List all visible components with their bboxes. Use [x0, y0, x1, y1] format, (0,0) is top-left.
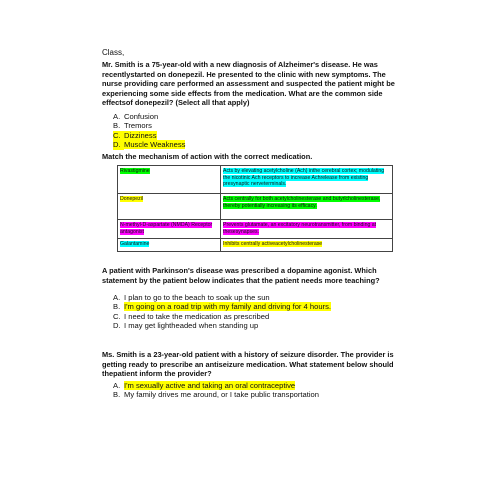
option-letter: B. — [113, 390, 121, 400]
question-4-text: Ms. Smith is a 23-year-old patient with a history of seizure disorder. The provider is getting ready to prescribe an antiseizure medication. What statement below should thepatient inform the provider? — [102, 350, 394, 379]
question-2-text: Match the mechanism of action with the correct medication. — [102, 152, 313, 161]
option-letter: C. — [113, 131, 124, 140]
option-letter: A. — [113, 112, 121, 121]
option-letter: B. — [113, 121, 121, 131]
table-row — [118, 194, 393, 220]
option-item — [113, 121, 185, 130]
table-row — [118, 166, 393, 194]
option-item — [113, 321, 331, 330]
option-letter: D. — [113, 140, 124, 149]
mechanism-cell — [221, 220, 393, 239]
option-text-highlighted: I'm sexually active and taking an oral contraceptive — [124, 381, 296, 390]
mechanism-cell — [221, 239, 393, 252]
option-text: Tremors — [124, 121, 152, 131]
drug-name: Rivastigmine — [120, 168, 150, 174]
drug-cell — [118, 166, 221, 194]
option-item — [113, 140, 185, 149]
drug-cell — [118, 194, 221, 220]
option-item — [113, 390, 319, 399]
drug-name: Galantamine — [120, 241, 150, 248]
option-letter: A. — [113, 381, 121, 390]
question-4-options — [113, 381, 319, 400]
drug-name: Donepezil — [120, 196, 144, 202]
option-text: My family drives me around, or I take public transportation — [124, 390, 319, 400]
option-letter: B. — [113, 302, 121, 312]
option-letter: D. — [113, 321, 121, 331]
mechanism-cell — [221, 166, 393, 194]
option-item — [113, 381, 319, 390]
matching-table — [117, 165, 393, 252]
option-item — [113, 293, 331, 302]
option-item — [113, 312, 331, 321]
question-3-text: A patient with Parkinson's disease was prescribed a dopamine agonist. Which statement by the patient below indicates that the patient needs more teaching? — [102, 266, 380, 285]
mechanism-text: Inhibits centrally activeacetylcholinesterase — [223, 241, 323, 248]
mechanism-text: Prevents glutamate, an excitatory neurotransmitter, from binding at thesesynapses. — [223, 222, 377, 235]
option-text: I need to take the medication as prescribed — [124, 311, 270, 321]
question-1-text: Mr. Smith is a 75-year-old with a new diagnosis of Alzheimer's disease. He was recentlystarted on donepezil. He presented to the clinic with new symptoms. The nurse providing care performed an assessment and suspected the patient might be experiencing some side effects from the medication. What are the common side effectsof donepezil? (Select all that apply) — [102, 60, 395, 108]
question-1-options — [113, 112, 185, 150]
mechanism-text: Acts centrally for both acetylcholinesterase and butyrlcholinesterase, thereby potentially increasing its efficacy. — [223, 196, 381, 209]
option-text: I plan to go to the beach to soak up the sun — [124, 293, 270, 302]
option-text: I may get lightheaded when standing up — [124, 321, 259, 331]
drug-name: N-methyl-D-aspartate (NMDA) Receptor antagonist — [120, 222, 213, 235]
mechanism-cell — [221, 194, 393, 220]
drug-cell — [118, 239, 221, 252]
option-letter: C. — [113, 311, 121, 321]
option-item — [113, 131, 185, 140]
option-text-highlighted: I'm going on a road trip with my family and driving for 4 hours. — [124, 302, 331, 312]
option-item — [113, 112, 185, 121]
table-row — [118, 239, 393, 252]
option-letter: A. — [113, 293, 121, 302]
greeting: Class, — [102, 48, 125, 57]
question-3-options — [113, 293, 331, 331]
drug-cell — [118, 220, 221, 239]
option-text: Confusion — [124, 112, 159, 121]
mechanism-text: Acts by elevating acetylcholine (Ach) inthe cerebral cortex; modulating the nicotinic Ach receptors to increase Achrelease from existing presynaptic nerveterminals. — [223, 168, 385, 188]
option-item — [113, 302, 331, 311]
table-row — [118, 220, 393, 239]
option-text-highlighted: Dizziness — [124, 130, 157, 140]
option-text-highlighted: Muscle Weakness — [124, 140, 186, 150]
